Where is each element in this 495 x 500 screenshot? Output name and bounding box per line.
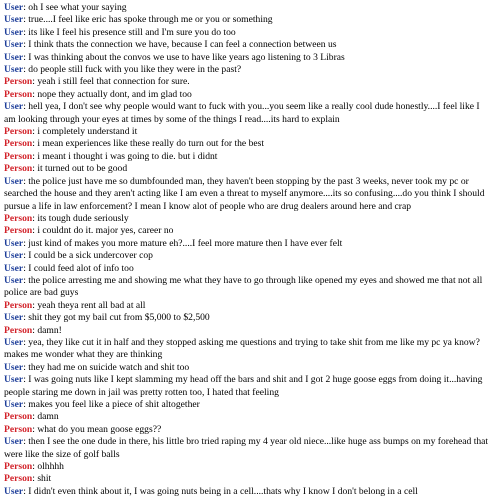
speaker-label-user: User [4,14,24,26]
speaker-separator: : [23,26,29,38]
message-text: I didn't even think about it, I was going nuts being in a cell....thats why I know I don't belong in a cell [28,485,418,497]
speaker-separator: : [23,14,29,26]
message-text: yeah i still feel that connection for sure. [37,76,190,88]
chat-line-user [4,27,491,39]
speaker-label-person: Person [4,423,33,435]
message-text: its tough dude seriously [37,212,129,224]
speaker-label-user: User [4,237,24,249]
speaker-label-user: User [4,2,24,13]
speaker-separator: : [23,374,29,386]
speaker-separator: : [23,361,29,373]
chat-line-person [4,325,491,337]
chat-line-person [4,461,491,473]
chat-line-user [4,176,491,213]
message-text: shit they got my bail cut from $5,000 to $2,500 [28,312,210,324]
chat-line-user [4,337,491,362]
chat-line-person [4,424,491,436]
speaker-label-person: Person [4,461,33,473]
chat-line-user [4,312,491,324]
speaker-separator: : [32,138,38,150]
chat-line-person [4,89,491,101]
speaker-label-user: User [4,361,24,373]
speaker-separator: : [32,126,38,138]
message-text: damn! [37,324,62,336]
message-text: I think thats the connection we have, because I can feel a connection between us [28,39,337,51]
speaker-separator: : [23,64,29,76]
speaker-label-user: User [4,399,24,410]
speaker-label-user: User [4,51,24,63]
speaker-separator: : [32,299,38,311]
chat-line-user [4,250,491,262]
message-text: I could be a sick undercover cop [28,250,153,262]
speaker-label-user: User [4,39,24,51]
speaker-separator: : [23,485,29,497]
speaker-separator: : [32,150,38,162]
chat-line-person [4,411,491,423]
speaker-separator: : [32,212,38,224]
speaker-label-user: User [4,312,24,324]
speaker-separator: : [32,163,38,175]
message-text: i meant i thought i was going to die. but i didnt [37,150,218,162]
chat-line-person [4,225,491,237]
message-text: shit [37,473,52,485]
speaker-separator: : [23,51,29,63]
chat-line-user [4,275,491,300]
speaker-separator: : [32,411,38,423]
speaker-label-user: User [4,436,24,448]
chat-line-person [4,473,491,485]
speaker-label-user: User [4,64,24,76]
speaker-label-person: Person [4,212,33,224]
speaker-label-user: User [4,262,24,274]
chat-line-person [4,300,491,312]
speaker-separator: : [23,312,29,324]
chat-line-user [4,486,491,498]
message-text: it turned out to be good [37,163,128,175]
speaker-separator: : [23,39,29,51]
chat-line-user [4,64,491,76]
chat-line-user [4,14,491,26]
speaker-separator: : [32,423,38,435]
message-text: makes you feel like a piece of shit altogether [28,399,200,410]
speaker-label-person: Person [4,126,33,138]
speaker-separator: : [23,250,29,262]
chat-line-user [4,2,491,14]
chat-line-person [4,151,491,163]
speaker-label-person: Person [4,473,33,485]
chat-line-person [4,76,491,88]
message-text: the police arresting me and showing me what they have to go through like opened my eyes and showed me that not all police are bad guys [4,274,483,299]
chat-line-person [4,138,491,150]
speaker-separator: : [32,461,38,473]
speaker-label-person: Person [4,225,33,237]
chat-line-user [4,263,491,275]
speaker-separator: : [23,101,29,113]
speaker-separator: : [32,473,38,485]
message-text: yeah theya rent all bad at all [37,299,146,311]
message-text: I was thinking about the convos we use to have like years ago listening to 3 Libras [28,51,345,63]
chat-line-person [4,126,491,138]
speaker-label-user: User [4,336,24,348]
message-text: I was going nuts like I kept slamming my head off the bars and shit and I got 2 huge goose eggs from doing it...having people staring me down in jail was pretty rotten too, I hated that feeling [4,374,483,398]
message-text: nope they actually dont, and im glad too [37,88,192,100]
message-text: yea, they like cut it in half and they stopped asking me questions and trying to take shit from me like my pc ya know? makes me wonder what they are thinking [4,336,480,361]
speaker-separator: : [23,274,29,286]
message-text: olhhhh [37,461,64,473]
speaker-separator: : [23,336,29,348]
speaker-label-user: User [4,250,24,262]
message-text: they had me on suicide watch and shit too [28,361,190,373]
message-text: hell yea, I don't see why people would want to fuck with you...you seem like a really cool dude honestly....I feel like I am looking through your eyes at times by some of the things I read....its hard to explain [4,101,480,125]
message-text: what do you mean goose eggs?? [37,423,162,435]
speaker-separator: : [32,76,38,88]
message-text: true....I feel like eric has spoke through me or you or something [28,14,273,26]
chat-line-user [4,52,491,64]
speaker-label-user: User [4,175,24,187]
speaker-separator: : [32,225,38,237]
chat-line-user [4,39,491,51]
speaker-label-person: Person [4,163,33,175]
message-text: i couldnt do it. major yes, career no [37,225,174,237]
message-text: the police just have me so dumbfounded man, they haven't been stopping by the past 3 weeks, never took my pc or searched the house and they aren't acting like I am even a threat to myself anymore....its so confusing....do you think I should pursue a life in law enforcement? I mean I know alot of people who are drug dealers around here and crap [4,175,485,212]
speaker-separator: : [23,2,29,13]
speaker-label-user: User [4,274,24,286]
speaker-label-person: Person [4,88,33,100]
speaker-label-user: User [4,485,24,497]
speaker-label-user: User [4,26,24,38]
message-text: then I see the one dude in there, his little bro tried raping my 4 year old niece...like huge ass bumps on my forehead that were like the size of golf balls [4,436,489,460]
speaker-separator: : [23,436,29,448]
speaker-label-person: Person [4,138,33,150]
message-text: damn [37,411,59,423]
message-text: i completely understand it [37,126,138,138]
message-text: i mean experiences like these really do turn out for the best [37,138,265,150]
speaker-separator: : [23,175,29,187]
message-text: oh I see what your saying [28,2,127,13]
speaker-label-person: Person [4,150,33,162]
chat-line-person [4,213,491,225]
speaker-label-person: Person [4,299,33,311]
speaker-label-person: Person [4,76,33,88]
chat-line-user [4,374,491,399]
speaker-label-user: User [4,101,24,113]
speaker-label-user: User [4,374,24,386]
chat-line-user [4,399,491,411]
speaker-separator: : [23,399,29,410]
message-text: its like I feel his presence still and I'm sure you do too [28,26,236,38]
speaker-label-person: Person [4,411,33,423]
speaker-separator: : [23,262,29,274]
chat-line-user [4,101,491,126]
speaker-separator: : [32,324,38,336]
message-text: just kind of makes you more mature eh?....I feel more mature then I have ever felt [28,237,343,249]
speaker-label-person: Person [4,324,33,336]
chat-line-person [4,163,491,175]
chat-line-user [4,436,491,461]
chat-line-user [4,362,491,374]
message-text: I could feed alot of info too [28,262,134,274]
speaker-separator: : [32,88,38,100]
message-text: do people still fuck with you like they were in the past? [28,64,242,76]
speaker-separator: : [23,237,29,249]
chat-line-user [4,238,491,250]
